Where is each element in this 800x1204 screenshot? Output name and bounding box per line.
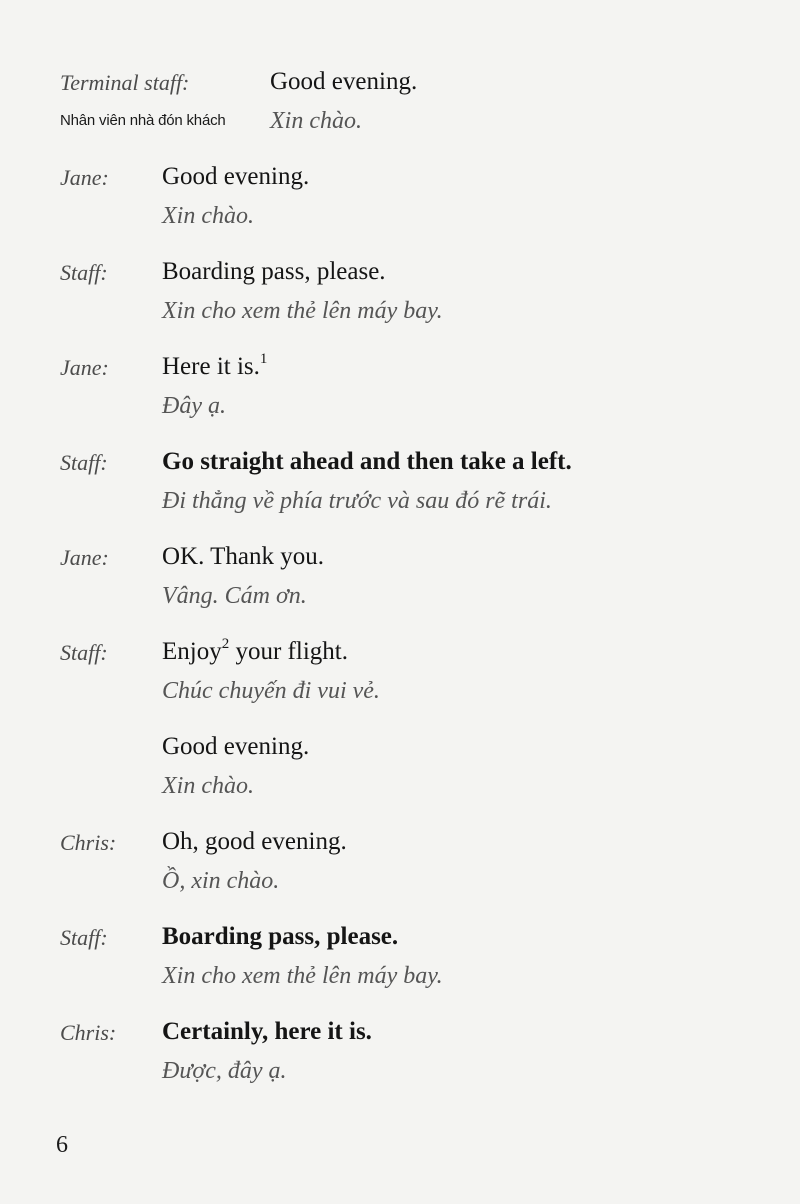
dialogue-line-terminal-staff (0, 68, 800, 134)
vietnamese-text: Xin cho xem thẻ lên máy bay. (162, 963, 443, 989)
english-text: OK. Thank you. (162, 543, 325, 570)
speaker-name: Jane: (60, 165, 109, 190)
dialogue-line (0, 733, 800, 799)
dialogue-line (0, 543, 800, 609)
speaker-name: Terminal staff: (60, 70, 190, 95)
english-text: Go straight ahead and then take a left. (162, 448, 572, 475)
vietnamese-text: Đây ạ. (162, 393, 226, 419)
english-text: Good evening. (162, 733, 310, 760)
speaker-name: Staff: (60, 260, 108, 285)
dialogue-line (0, 828, 800, 894)
speaker-name: Jane: (60, 355, 109, 380)
dialogue-line (0, 163, 800, 229)
speaker-name: Staff: (60, 450, 108, 475)
dialogue-line (0, 1018, 800, 1084)
speaker-name: Jane: (60, 545, 109, 570)
dialogue-line (0, 635, 800, 704)
speaker-name: Chris: (60, 1020, 117, 1045)
dialogue-line (0, 923, 800, 989)
vietnamese-text: Được, đây ạ. (162, 1058, 287, 1084)
english-text: Certainly, here it is. (162, 1018, 372, 1045)
vietnamese-text: Xin cho xem thẻ lên máy bay. (162, 298, 443, 324)
dialogue-line (0, 258, 800, 324)
vietnamese-text: Xin chào. (270, 108, 362, 134)
english-text: Oh, good evening. (162, 828, 347, 855)
speaker-name: Staff: (60, 640, 108, 665)
vietnamese-text: Đi thẳng về phía trước và sau đó rẽ trái. (162, 488, 552, 514)
dialogue-line (0, 350, 800, 419)
page-number: 6 (56, 1132, 68, 1158)
footnote-marker: 2 (221, 635, 230, 652)
vietnamese-text: Chúc chuyến đi vui vẻ. (162, 678, 380, 704)
vietnamese-text: Ồ, xin chào. (162, 868, 280, 894)
english-text: Here it is.$^1$ (162, 350, 268, 380)
english-text: Boarding pass, please. (162, 258, 386, 285)
english-text: Boarding pass, please. (162, 923, 399, 950)
dialogue-line (0, 448, 800, 514)
speaker-name: Staff: (60, 925, 108, 950)
english-text: Enjoy$^2$ your flight. (162, 635, 348, 665)
vietnamese-text: Xin chào. (162, 773, 254, 799)
footnote-marker: 1 (259, 350, 268, 367)
speaker-name: Chris: (60, 830, 117, 855)
vietnamese-text: Xin chào. (162, 203, 254, 229)
speaker-translation: Nhân viên nhà đón khách (60, 112, 226, 129)
english-text: Good evening. (162, 163, 310, 190)
vietnamese-text: Vâng. Cám ơn. (162, 583, 307, 609)
english-text: Good evening. (270, 68, 418, 95)
